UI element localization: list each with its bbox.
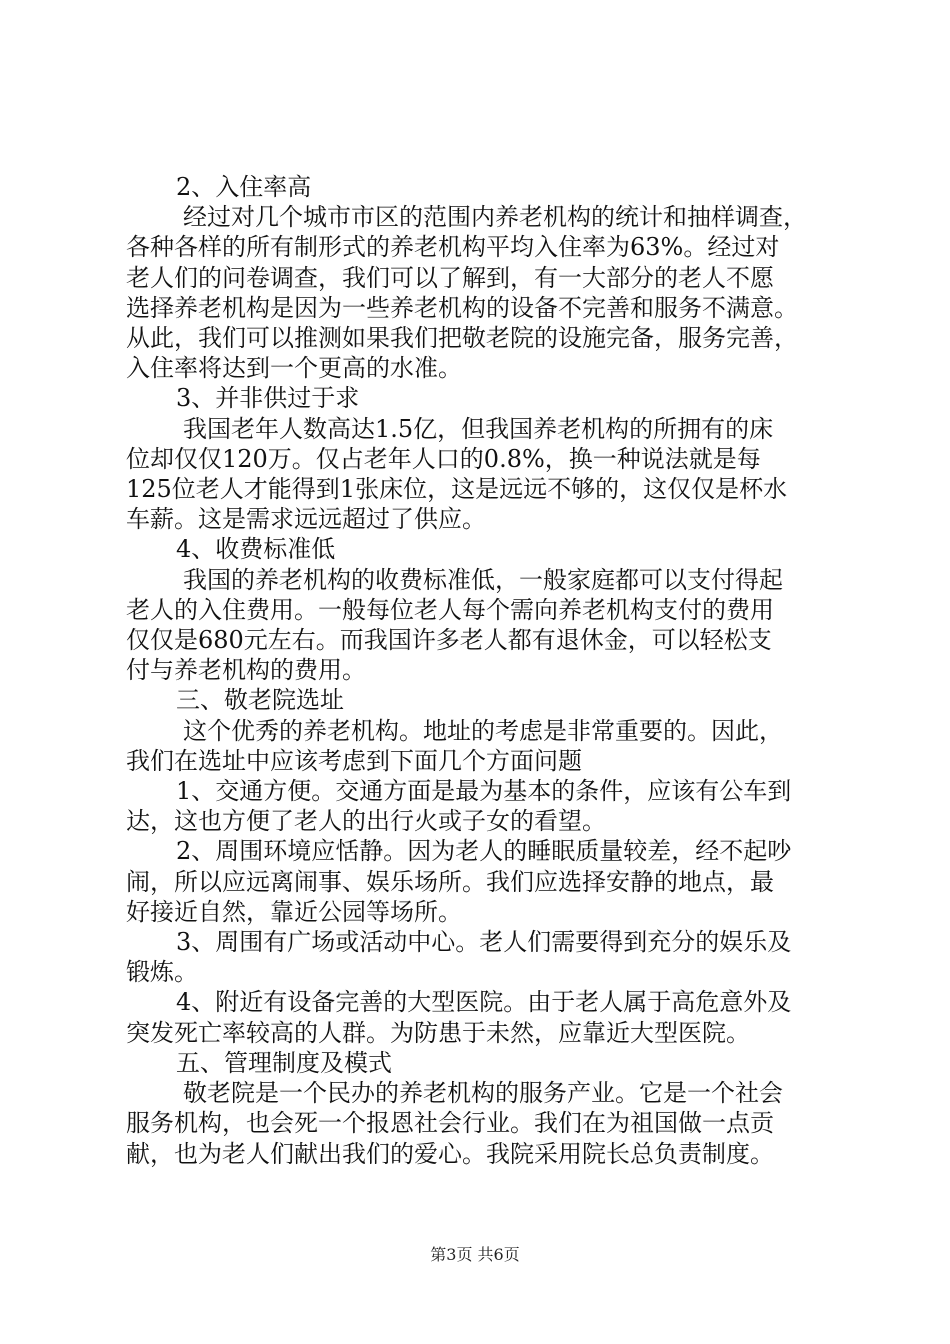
paragraph-line: 达，这也方便了老人的出行火或子女的看望。 xyxy=(126,807,606,836)
paragraph xyxy=(126,836,836,927)
section-heading xyxy=(126,172,836,202)
paragraph-line: 选择养老机构是因为一些养老机构的设备不完善和服务不满意。 xyxy=(126,293,798,322)
paragraph-line: 老人们的问卷调查，我们可以了解到，有一大部分的老人不愿 xyxy=(126,263,774,292)
paragraph-line: 位却仅仅120万。仅占老年人口的0.8%，换一种说法就是每 xyxy=(126,444,761,473)
paragraph xyxy=(126,414,836,535)
paragraph-line: 付与养老机构的费用。 xyxy=(126,656,366,685)
paragraph-line: 锻炼。 xyxy=(126,958,198,987)
paragraph-line: 突发死亡率较高的人群。为防患于未然，应靠近大型医院。 xyxy=(126,1018,750,1047)
paragraph-line: 2、周围环境应恬静。因为老人的睡眠质量较差，经不起吵 xyxy=(176,837,792,866)
page-body xyxy=(126,172,836,1169)
paragraph-line: 1、交通方便。交通方面是最为基本的条件，应该有公车到 xyxy=(176,777,792,806)
heading-text: 3、并非供过于求 xyxy=(176,384,360,413)
section-heading xyxy=(126,383,836,413)
paragraph-line: 好接近自然，靠近公园等场所。 xyxy=(126,897,462,926)
paragraph xyxy=(126,565,836,686)
paragraph-line: 献，也为老人们献出我们的爱心。我院采用院长总负责制度。 xyxy=(126,1139,774,1168)
heading-text: 4、收费标准低 xyxy=(176,535,336,564)
paragraph-line: 这个优秀的养老机构。地址的考虑是非常重要的。因此， xyxy=(183,716,783,745)
paragraph-line: 各种各样的所有制形式的养老机构平均入住率为63%。经过对 xyxy=(126,233,780,262)
paragraph-line: 从此，我们可以推测如果我们把敬老院的设施完备，服务完善， xyxy=(126,324,798,353)
paragraph-line: 3、周围有广场或活动中心。老人们需要得到充分的娱乐及 xyxy=(176,928,792,957)
heading-text: 五、管理制度及模式 xyxy=(176,1048,392,1077)
section-heading xyxy=(126,685,836,715)
paragraph xyxy=(126,202,836,383)
paragraph-line: 仅仅是680元左右。而我国许多老人都有退休金，可以轻松支 xyxy=(126,626,772,655)
paragraph xyxy=(126,716,836,776)
paragraph xyxy=(126,1078,836,1169)
paragraph-line: 我们在选址中应该考虑到下面几个方面问题 xyxy=(126,746,582,775)
paragraph xyxy=(126,927,836,987)
paragraph-line: 服务机构，也会死一个报恩社会行业。我们在为祖国做一点贡 xyxy=(126,1109,774,1138)
paragraph xyxy=(126,987,836,1047)
heading-text: 三、敬老院选址 xyxy=(176,686,344,715)
paragraph-line: 我国老年人数高达1.5亿，但我国养老机构的所拥有的床 xyxy=(183,414,774,443)
heading-text: 2、入住率高 xyxy=(176,173,312,201)
paragraph-line: 入住率将达到一个更高的水准。 xyxy=(126,354,462,383)
paragraph-line: 4、附近有设备完善的大型医院。由于老人属于高危意外及 xyxy=(176,988,792,1017)
paragraph-line: 车薪。这是需求远远超过了供应。 xyxy=(126,505,486,534)
paragraph-line: 125位老人才能得到1张床位，这是远远不够的，这仅仅是杯水 xyxy=(126,475,788,504)
paragraph-line: 我国的养老机构的收费标准低，一般家庭都可以支付得起 xyxy=(183,565,783,594)
page-footer: 第3页 共6页 xyxy=(430,1245,520,1264)
paragraph-line: 闹，所以应远离闹事、娱乐场所。我们应选择安静的地点，最 xyxy=(126,867,774,896)
paragraph-line: 老人的入住费用。一般每位老人每个需向养老机构支付的费用 xyxy=(126,595,774,624)
paragraph-line: 经过对几个城市市区的范围内养老机构的统计和抽样调查， xyxy=(183,203,807,232)
section-heading xyxy=(126,1048,836,1078)
paragraph xyxy=(126,776,836,836)
section-heading xyxy=(126,534,836,564)
paragraph-line: 敬老院是一个民办的养老机构的服务产业。它是一个社会 xyxy=(183,1079,783,1108)
